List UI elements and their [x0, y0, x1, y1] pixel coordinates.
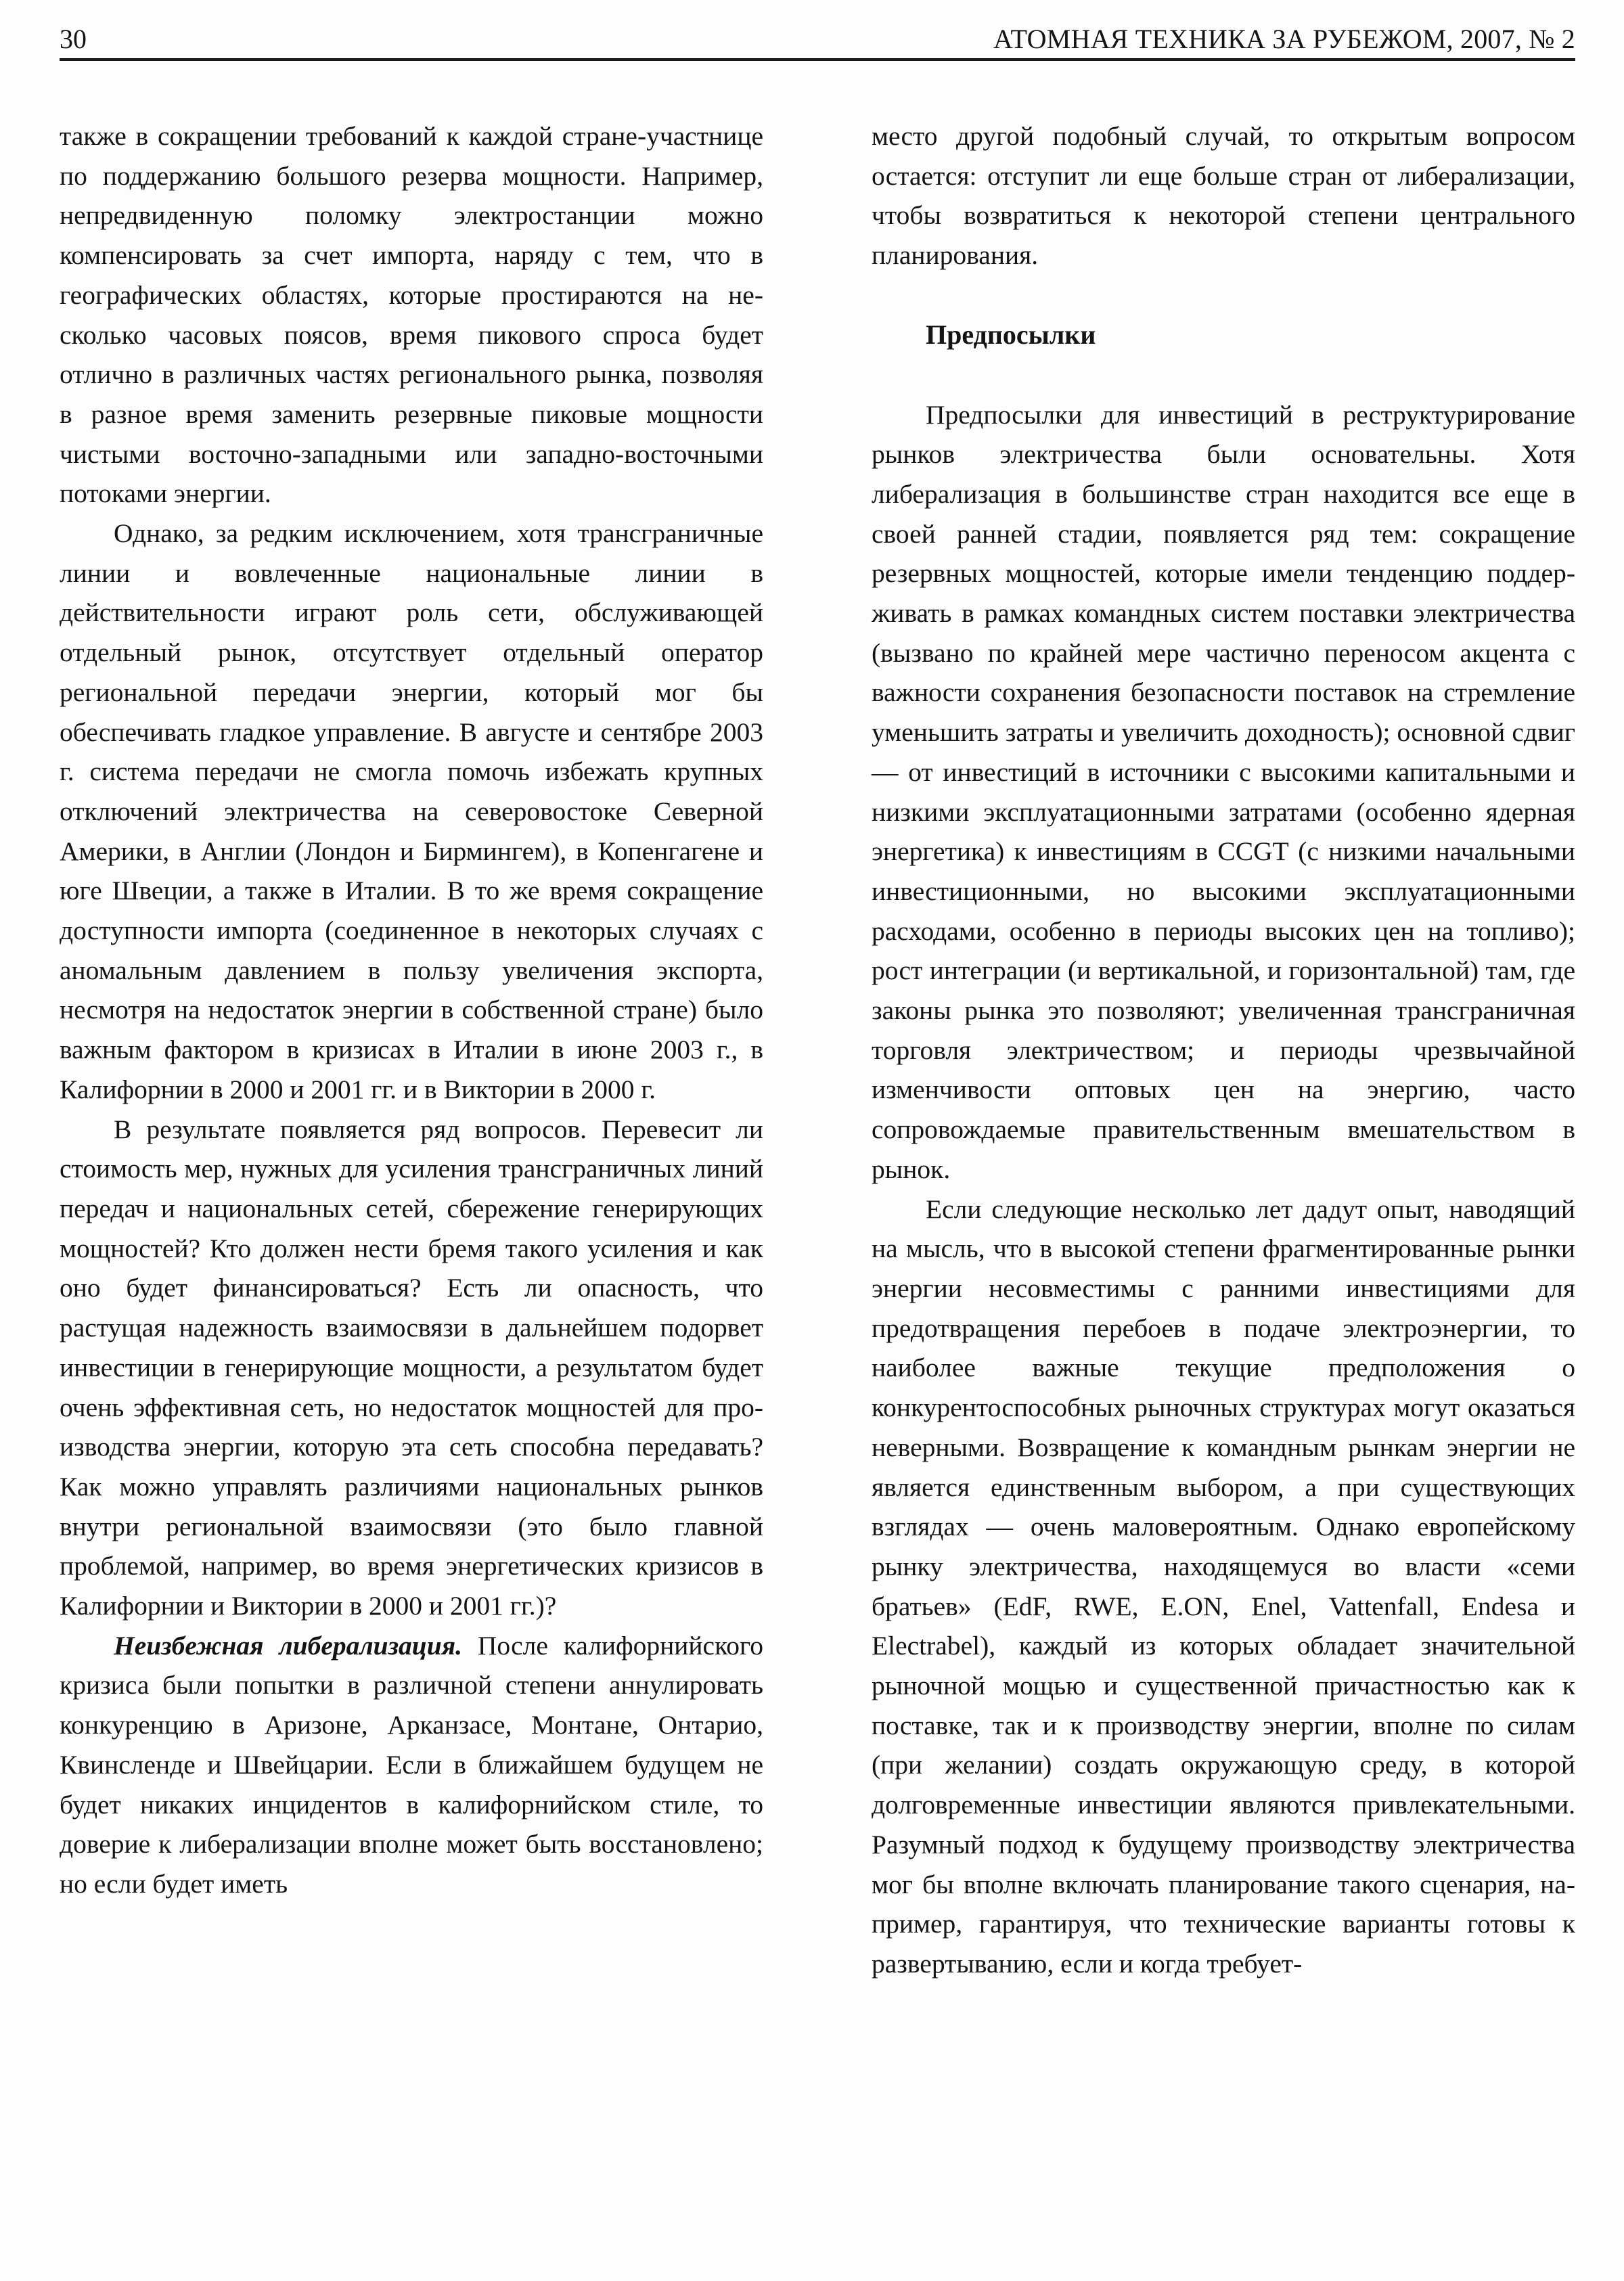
page-number: 30: [60, 24, 87, 54]
paragraph: Однако, за редким исключением, хотя трансграничные линии и вовлеченные национальные линии в действительности играют роль сети, обслуживающей отдельный рынок, отсутствует отдельный оператор региональной передачи энергии, который мог бы обеспечивать гладкое управление. В августе и сентябре 2003 г. система передачи не смогла помочь избежать крупных отключений электричества на северовостоке Северной Америки, в Англии (Лондон и Бирмингем), в Копенгагене и юге Швеции, а также в Италии. В то же время сокращение доступности импорта (соединенное в некоторых случаях с аномальным давлением в пользу увеличения экспорта, несмотря на недостаток энергии в собственной стране) было важным фактором в кризисах в Италии в июне 2003 г., в Калифорнии в 2000 и 2001 гг. и в Виктории в 2000 г.: [60, 518, 763, 1104]
paragraph: Если следующие несколько лет дадут опыт, наводящий на мысль, что в высокой степени фрагментированные рынки энергии несовместимы с ранними инвестициями для предотвращения перебоев в подаче электроэнергии, то наиболее важные текущие предположения о конкурентоспособных рыночных структурах могут оказаться неверными. Возвращение к командным рынкам энергии не является единственным выбором, а при существующих взглядах — очень маловероятным. Однако европейскому рынку электричества, находящемуся во власти «семи братьев» (EdF, RWE, E.ON, Enel, Vattenfall, Endesa и Electrabel), каждый из которых обладает значительной рыночной мощью и существенной причастностью как к поставке, так и к производству энергии, вполне по силам (при желании) создать окружающую среду, в которой долговременные инвестиции являются привлекательными. Разумный подход к будущему производству электричества мог бы вполне включать планирование такого сценария, например, гарантируя, что технические варианты готовы к развертыванию, если и когда требует-: [872, 1194, 1575, 1979]
paragraph: Предпосылки для инвестиций в реструктурирование рынков электричества были основательны. Хотя либерализация в большинстве стран находится все еще в своей ранней стадии, появляется ряд тем: сокращение резервных мощностей, которые имели тенденцию поддерживать в рамках командных систем поставки электричества (вызвано по крайней мере частично переносом акцента с важности сохранения безопасности поставок на стремление уменьшить затраты и увеличить доходность); основной сдвиг — от инвестиций в источники с высокими капитальными и низкими эксплуатационными затратами (особенно ядерная энергетика) к инвестициям в CCGT (с низкими начальными инвестиционными, но высокими эксплуатационными расходами, особенно в периоды высоких цен на топливо); рост интеграции (и вертикальной, и горизонтальной) там, где законы рынка это позволяют; увеличенная трансграничная торговля электричеством; и периоды чрезвычайной изменчивости оптовых цен на энергию, часто сопровождаемые правительственным вмешательством в рынок.: [872, 399, 1575, 1184]
section-heading: Предпосылки: [926, 319, 1096, 350]
left-column: [60, 116, 763, 1904]
paragraph-continued: место другой подобный случай, то открытым вопросом остается: отступит ли еще больше стран от либерализации, чтобы возвратиться к некоторой степени центрального планирования.: [872, 121, 1575, 271]
journal-title: АТОМНАЯ ТЕХНИКА ЗА РУБЕЖОМ, 2007, № 2: [993, 24, 1575, 54]
run-in-heading: Неизбежная либерализация.: [114, 1630, 462, 1661]
paragraph: В результате появляется ряд вопросов. Перевесит ли стоимость мер, нужных для усиления трансграничных линий передач и национальных сетей, сбережение генерирующих мощностей? Кто должен нести бремя такого усиления и как оно будет финансироваться? Есть ли опасность, что растущая надежность взаимосвязи в дальнейшем подорвет инвестиции в генерирующие мощности, а результатом будет очень эффективная сеть, но недостаток мощностей для производства энергии, которую эта сеть способна передавать? Как можно управлять различиями национальных рынков внутри региональной взаимосвязи (это было главной проблемой, например, во время энергетических кризисов в Калифорнии и Виктории в 2000 и 2001 гг.)?: [60, 1114, 763, 1621]
paragraph-liberalization: [60, 1626, 763, 1904]
running-header: [60, 19, 1575, 60]
right-column: [872, 116, 1575, 1984]
header-rule: [60, 58, 1575, 61]
paragraph-continued: также в сокращении требований к каждой стране-участнице по поддержанию большого резерва мощности. Например, непредвиденную поломку электростанции можно компенсировать за счет импорта, наряду с тем, что в географических областях, которые простираются на несколько часовых поясов, время пикового спроса будет отлично в различных частях регионального рынка, позволяя в разное время заменить резервные пиковые мощности чистыми восточно-западными или западно-восточными потоками энергии.: [60, 121, 763, 509]
paragraph-text: После калифорнийского кризиса были попытки в различной степени аннулировать конкуренцию в Аризоне, Арканзасе, Монтане, Онтарио, Квинсленде и Швейцарии. Если в ближайшем будущем не будет никаких инцидентов в калифорнийском стиле, то доверие к либерализации вполне может быть восстановлено; но если будет иметь: [60, 1630, 763, 1899]
